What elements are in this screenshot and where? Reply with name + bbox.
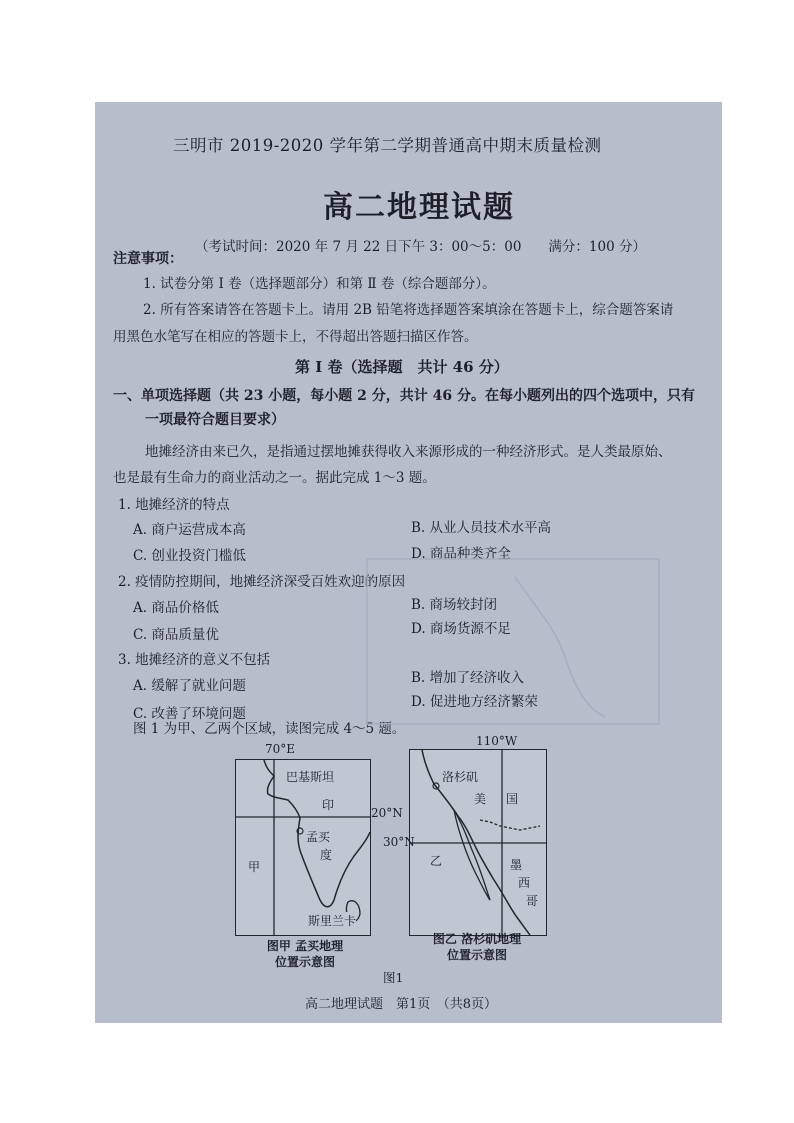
question-1-option-d: D. 商品种类齐全 [411,546,511,562]
figure-intro: 图 1 为甲、乙两个区域，读图完成 4～5 题。 [133,721,406,737]
question-1-option-a: A. 商户运营成本高 [133,522,246,538]
passage-line1: 地摊经济由来已久，是指通过摆地摊获得收入来源形成的一种经济形式。是人类最原始、 [145,444,672,460]
bleed-through-map-shadow [365,557,665,727]
question-1-option-c: C. 创业投资门槛低 [133,548,246,564]
map-a-outline [236,760,370,935]
map-b-longitude: 110°W [476,734,518,748]
question-2-stem: 2. 疫情防控期间，地摊经济深受百姓欢迎的原因 [118,574,406,590]
label-yi: 乙 [430,854,443,868]
question-3-option-c: C. 改善了环境问题 [133,706,246,722]
label-usa-1: 美 [474,792,487,806]
question-2-option-a: A. 商品价格低 [133,600,219,616]
question-3-option-a: A. 缓解了就业问题 [133,678,246,694]
map-b-latitude: 30°N [383,835,415,849]
notice-item-1: 1. 试卷分第 Ⅰ 卷（选择题部分）和第 Ⅱ 卷（综合题部分）。 [143,276,496,292]
label-pakistan: 巴基斯坦 [286,770,335,784]
label-sri-lanka: 斯里兰卡 [308,914,357,928]
label-los-angeles: 洛杉矶 [442,770,479,784]
exam-header: 三明市 2019-2020 学年第二学期普通高中期末质量检测 [173,136,602,155]
exam-info: （考试时间：2020 年 7 月 22 日下午 3：00～5：00 满分：100 分） [195,239,646,255]
label-mexico-3: 哥 [526,894,539,908]
page-footer: 高二地理试题 第1页 （共8页） [305,997,498,1012]
label-mexico-2: 西 [518,876,531,890]
passage-line2: 也是最有生命力的商业活动之一。据此完成 1～3 题。 [113,470,436,486]
question-2-option-b: B. 商场较封闭 [411,597,498,613]
map-b-caption-line1: 图乙 洛杉矶地理 [432,932,522,946]
question-3-stem: 3. 地摊经济的意义不包括 [118,652,271,668]
question-3-option-d: D. 促进地方经济繁荣 [411,694,538,710]
label-mexico-1: 墨 [510,858,523,872]
section-title: 第 Ⅰ 卷（选择题 共计 46 分） [295,358,509,376]
question-1-option-b: B. 从业人员技术水平高 [411,520,552,536]
map-a-latitude: 20°N [371,806,403,820]
part1-heading-line2: 一项最符合题目要求） [145,412,285,428]
map-b-caption [417,931,537,963]
label-mumbai: 孟买 [306,830,331,844]
label-usa-2: 国 [506,792,519,806]
question-2-option-d: D. 商场货源不足 [411,621,511,637]
label-india-1: 印 [322,798,335,812]
question-1-stem: 1. 地摊经济的特点 [118,497,230,513]
figure-label: 图1 [383,970,404,985]
label-jia: 甲 [248,860,261,874]
label-india-2: 度 [320,848,333,862]
map-a-mumbai [235,759,371,936]
exam-paper-photo [95,102,722,1023]
map-a-caption-line1: 图甲 孟买地理 [266,939,344,953]
map-a-longitude: 70°E [265,742,296,756]
notice-item-2-line2: 用黑色水笔写在相应的答题卡上，不得超出答题扫描区作答。 [113,329,478,345]
notice-item-2-line1: 2. 所有答案请答在答题卡上。请用 2B 铅笔将选择题答案填涂在答题卡上，综合题答案请 [143,302,674,318]
notice-heading: 注意事项： [113,251,183,267]
map-a-caption-line2: 位置示意图 [274,955,335,969]
map-b-los-angeles [409,749,547,936]
question-2-option-c: C. 商品质量优 [133,627,219,643]
part1-heading-line1: 一、单项选择题（共 23 小题，每小题 2 分，共计 46 分。在每小题列出的四个选项中，只有 [113,388,695,404]
map-a-caption [245,938,365,970]
map-b-caption-line2: 位置示意图 [446,948,507,962]
page-title: 高二地理试题 [323,190,515,225]
question-3-option-b: B. 增加了经济收入 [411,670,525,686]
